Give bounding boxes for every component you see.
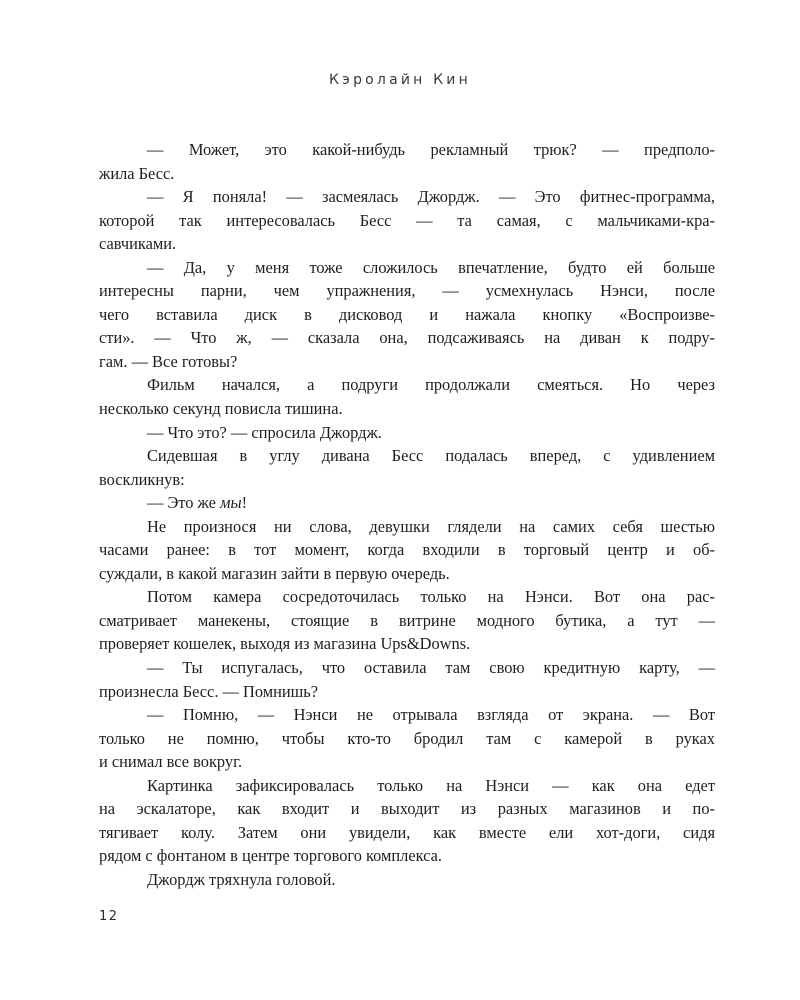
text-fragment: !: [241, 493, 248, 513]
text-line: сматривает манекены, стоящие в витрине модного бутика, а тут —: [99, 610, 715, 630]
text-line: рядом с фонтаном в центре торгового комплекса.: [99, 846, 443, 866]
text-line: суждали, в какой магазин зайти в первую очередь.: [99, 563, 450, 583]
text-line: Джордж тряхнула головой.: [147, 869, 336, 889]
text-line: — Что это? — спросила Джордж.: [147, 422, 382, 442]
text-line: часами ранее: в тот момент, когда входили в торговый центр и об-: [99, 540, 715, 560]
text-line: только не помню, чтобы кто-то бродил там с камерой в руках: [99, 728, 715, 748]
emphasis: мы: [220, 493, 242, 513]
text-line: жила Бесс.: [99, 163, 175, 183]
text-line: тягивает колу. Затем они увидели, как вместе ели хот-доги, сидя: [99, 822, 715, 842]
text-line: гам. — Все готовы?: [99, 351, 238, 371]
text-line: воскликнув:: [99, 469, 185, 489]
body-text: [99, 138, 715, 892]
running-title: Кэролайн Кин: [329, 72, 471, 88]
text-line: Фильм начался, а подруги продолжали смеяться. Но через: [147, 375, 715, 395]
text-fragment: — Это же: [147, 493, 221, 513]
text-line: — Помню, — Нэнси не отрывала взгляда от экрана. — Вот: [147, 705, 715, 725]
text-line: — Может, это какой-нибудь рекламный трюк? — предполо-: [147, 140, 715, 159]
text-line: проверяет кошелек, выходя из магазина Ups&Downs.: [99, 634, 471, 654]
text-line: [99, 491, 715, 515]
text-line: Не произнося ни слова, девушки глядели на самих себя шестью: [147, 516, 715, 536]
text-line: — Да, у меня тоже сложилось впечатление, будто ей больше: [147, 257, 715, 277]
text-line: Сидевшая в углу дивана Бесс подалась вперед, с удивлением: [147, 446, 715, 466]
text-line: чего вставила диск в дисковод и нажала кнопку «Воспроизве-: [99, 304, 715, 324]
text-line: которой так интересовалась Бесс — та самая, с мальчиками-кра-: [99, 210, 715, 230]
page-number: 12: [99, 909, 119, 924]
text-line: и снимал все вокруг.: [99, 752, 243, 772]
text-line: интересны парни, чем упражнения, — усмехнулась Нэнси, после: [99, 281, 715, 301]
text-line: на эскалаторе, как входит и выходит из разных магазинов и по-: [99, 799, 715, 819]
text-line: сти». — Что ж, — сказала она, подсаживаясь на диван к подру-: [99, 328, 715, 348]
text-line: — Ты испугалась, что оставила там свою кредитную карту, —: [147, 658, 715, 678]
text-line: произнесла Бесс. — Помнишь?: [99, 681, 319, 701]
text-line: — Я поняла! — засмеялась Джордж. — Это фитнес-программа,: [147, 187, 715, 207]
text-line: савчиками.: [99, 234, 177, 254]
text-line: Потом камера сосредоточилась только на Нэнси. Вот она рас-: [147, 587, 715, 607]
text-line: несколько секунд повисла тишина.: [99, 399, 343, 419]
text-line: Картинка зафиксировалась только на Нэнси — как она едет: [147, 775, 715, 795]
